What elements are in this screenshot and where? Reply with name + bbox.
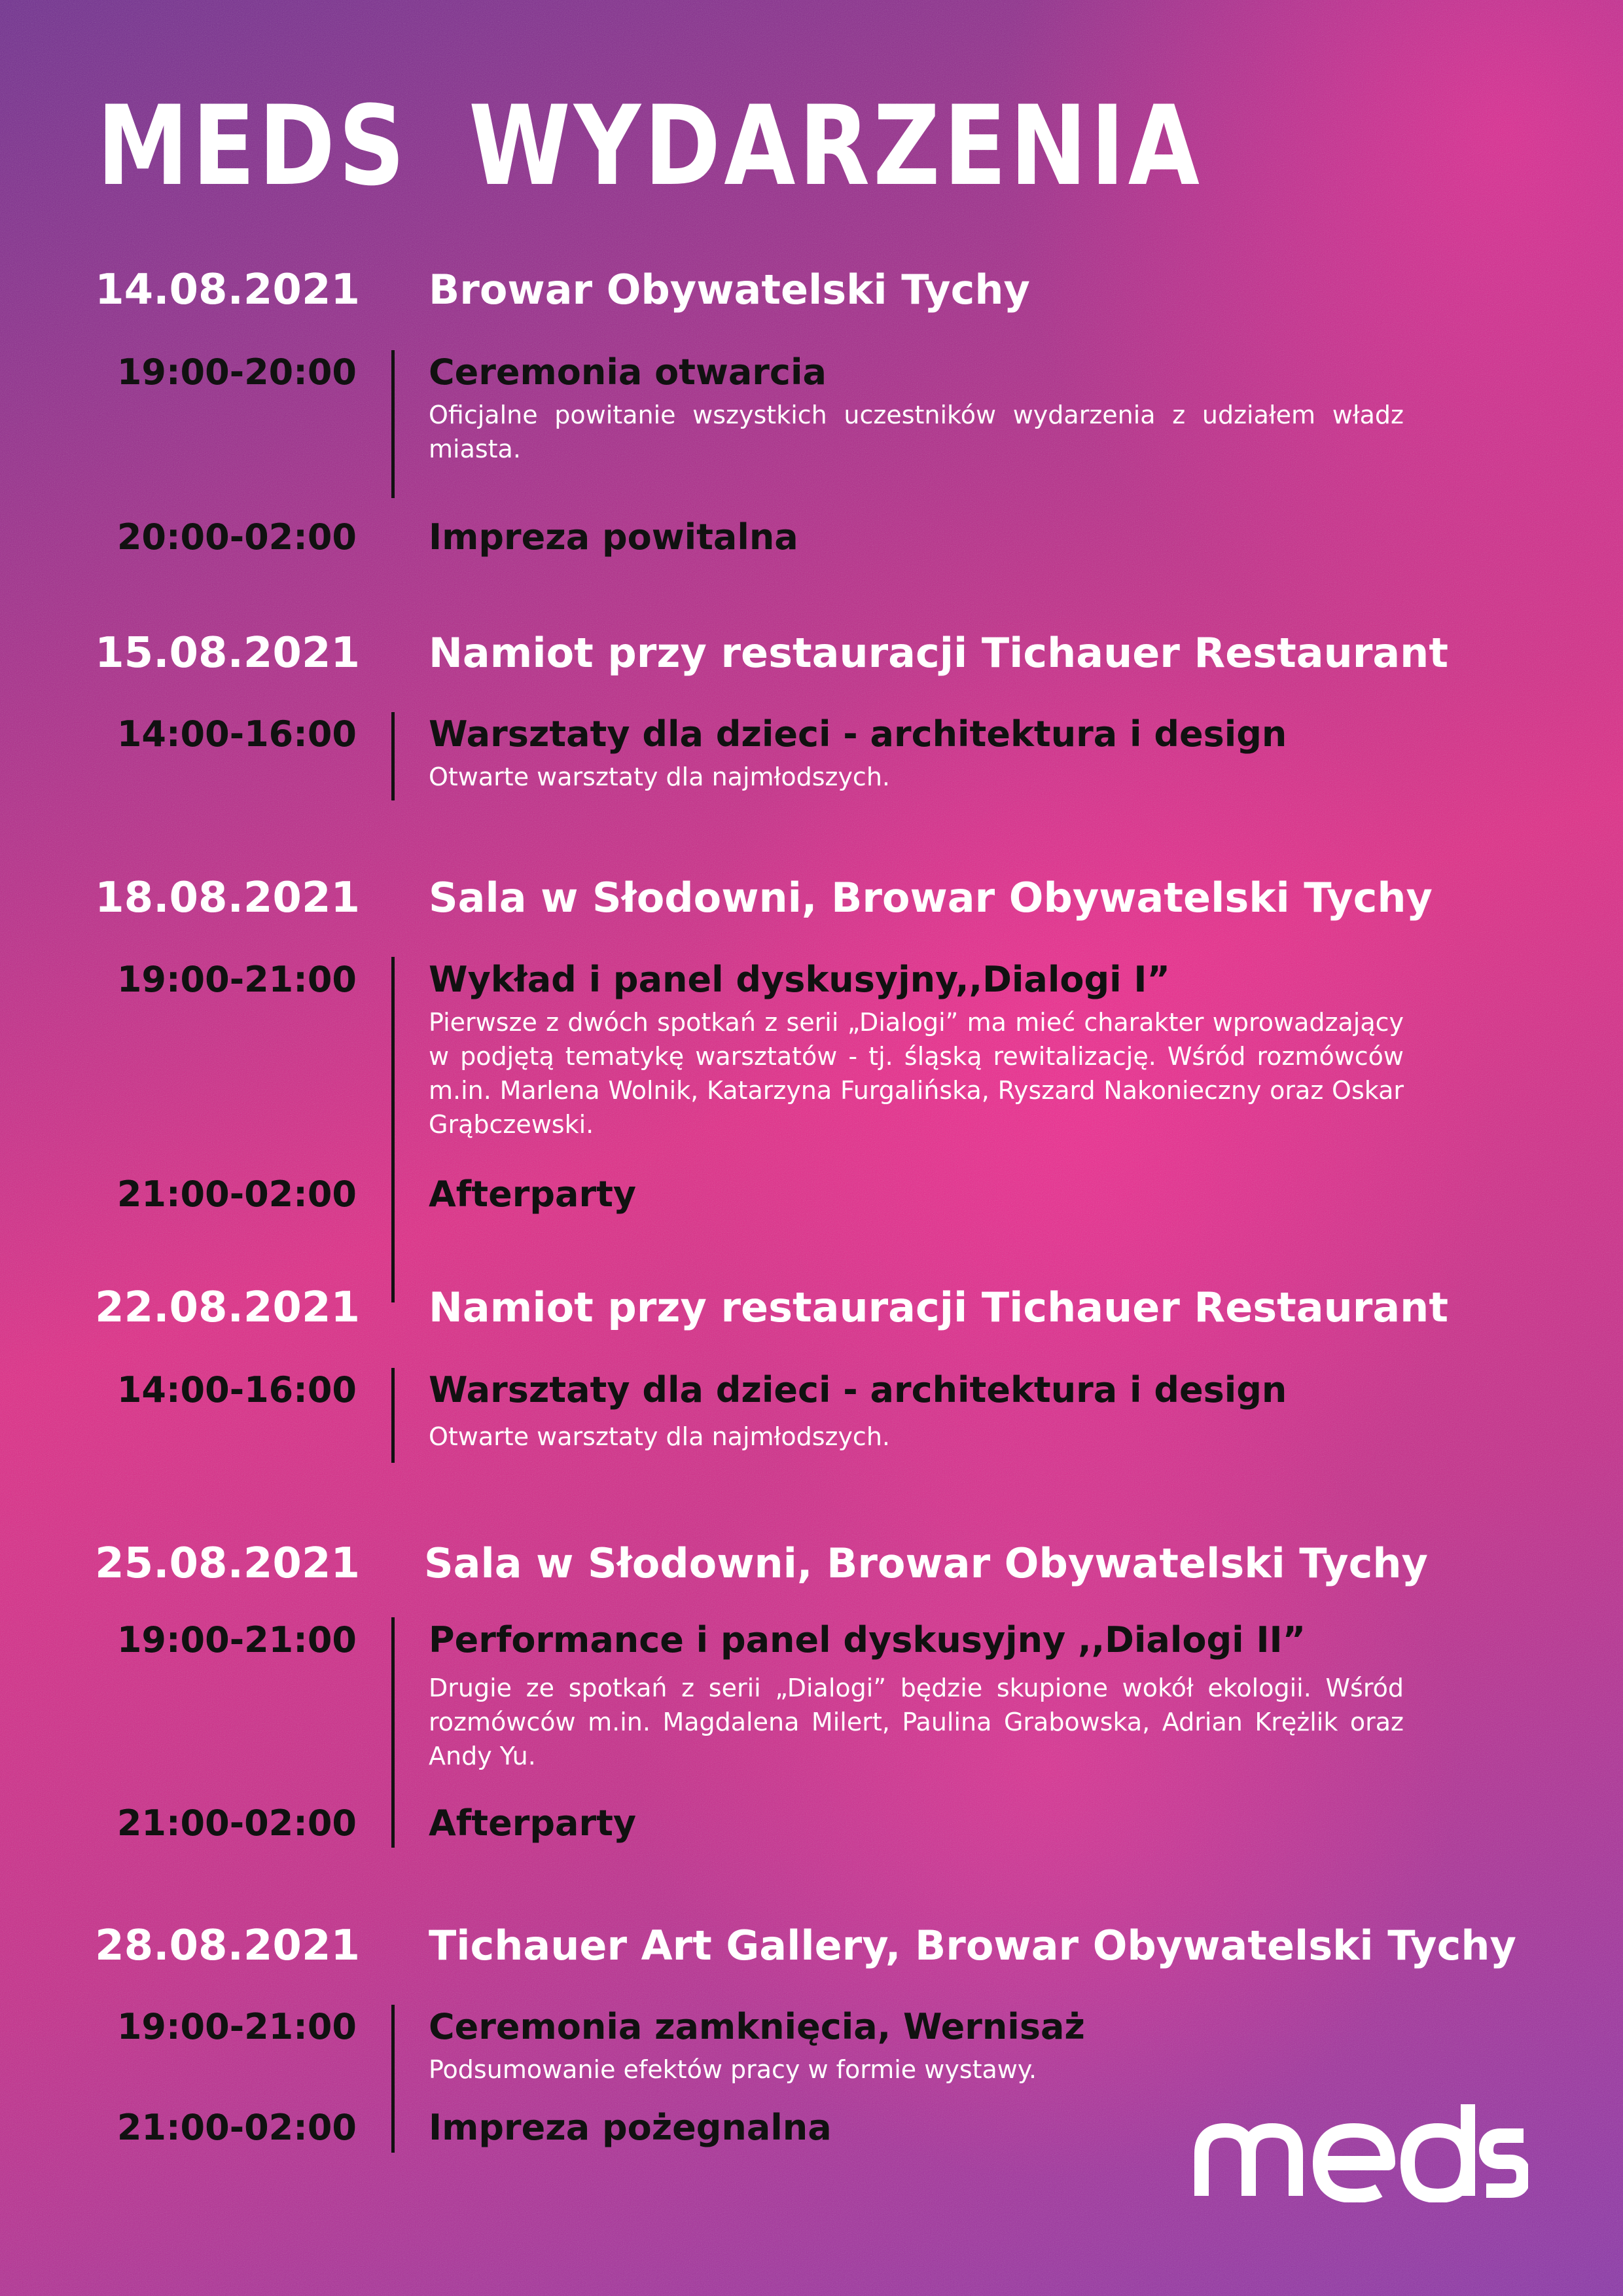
event-venue: Browar Obywatelski Tychy	[429, 264, 1030, 316]
slot-description: Otwarte warsztaty dla najmłodszych.	[429, 1420, 1404, 1454]
slot-title: Ceremonia otwarcia	[429, 350, 827, 395]
slot-time: 19:00-21:00	[65, 1617, 357, 1663]
event-venue: Sala w Słodowni, Browar Obywatelski Tychy	[429, 872, 1433, 924]
slot-description: Otwarte warsztaty dla najmłodszych.	[429, 760, 1404, 794]
title-text: WYDARZENIA	[469, 82, 1203, 210]
slot-description: Drugie ze spotkań z serii „Dialogi” będzie skupione wokół ekologii. Wśród rozmówców m.in. Magdalena Milert, Paulina Grabowska, Adrian Krężlik oraz Andy Yu.	[429, 1671, 1404, 1773]
slot-title: Ceremonia zamknięcia, Wernisaż	[429, 2004, 1085, 2050]
slot-time: 21:00-02:00	[65, 1801, 357, 1846]
slot-title: Warsztaty dla dzieci - architektura i design	[429, 1367, 1287, 1413]
slot-time: 20:00-02:00	[65, 514, 357, 560]
slot-time: 19:00-21:00	[65, 2004, 357, 2050]
slot-time: 21:00-02:00	[65, 2105, 357, 2151]
slot-title: Wykład i panel dyskusyjny,,Dialogi I”	[429, 957, 1170, 1003]
event-date: 25.08.2021	[79, 1537, 360, 1590]
title-brand: MEDS	[97, 82, 408, 210]
event-venue: Namiot przy restauracji Tichauer Restaurant	[429, 627, 1448, 679]
event-venue: Tichauer Art Gallery, Browar Obywatelski Tychy	[429, 1920, 1516, 1972]
slot-time: 19:00-21:00	[65, 957, 357, 1003]
slot-description: Pierwsze z dwóch spotkań z serii „Dialogi” ma mieć charakter wprowadzający w podjętą tematykę warsztatów - tj. śląską rewitalizację. Wśród rozmówców m.in. Marlena Wolnik, Katarzyna Furgalińska, Ryszard Nakonieczny oraz Oskar Grąbczewski.	[429, 1005, 1404, 1141]
event-date: 15.08.2021	[79, 627, 360, 679]
slot-time: 14:00-16:00	[65, 1367, 357, 1413]
event-venue: Namiot przy restauracji Tichauer Restaurant	[429, 1282, 1448, 1334]
slot-time: 19:00-20:00	[65, 350, 357, 395]
slot-title: Performance i panel dyskusyjny ,,Dialogi II”	[429, 1617, 1306, 1663]
slot-time: 21:00-02:00	[65, 1172, 357, 1217]
slot-title: Afterparty	[429, 1172, 636, 1217]
event-date: 14.08.2021	[79, 264, 360, 316]
slot-title: Afterparty	[429, 1801, 636, 1846]
slot-description: Podsumowanie efektów pracy w formie wystawy.	[429, 2053, 1404, 2087]
slot-title: Warsztaty dla dzieci - architektura i design	[429, 711, 1287, 757]
event-venue: Sala w Słodowni, Browar Obywatelski Tychy	[424, 1537, 1428, 1590]
slot-title: Impreza powitalna	[429, 514, 798, 560]
event-date: 18.08.2021	[79, 872, 360, 924]
event-date: 22.08.2021	[79, 1282, 360, 1334]
logo-text: meds	[1194, 2104, 1196, 2105]
event-date: 28.08.2021	[79, 1920, 360, 1972]
slot-time: 14:00-16:00	[65, 711, 357, 757]
slot-title: Impreza pożegnalna	[429, 2105, 832, 2151]
slot-description: Oficjalne powitanie wszystkich uczestników wydarzenia z udziałem władz miasta.	[429, 398, 1404, 466]
